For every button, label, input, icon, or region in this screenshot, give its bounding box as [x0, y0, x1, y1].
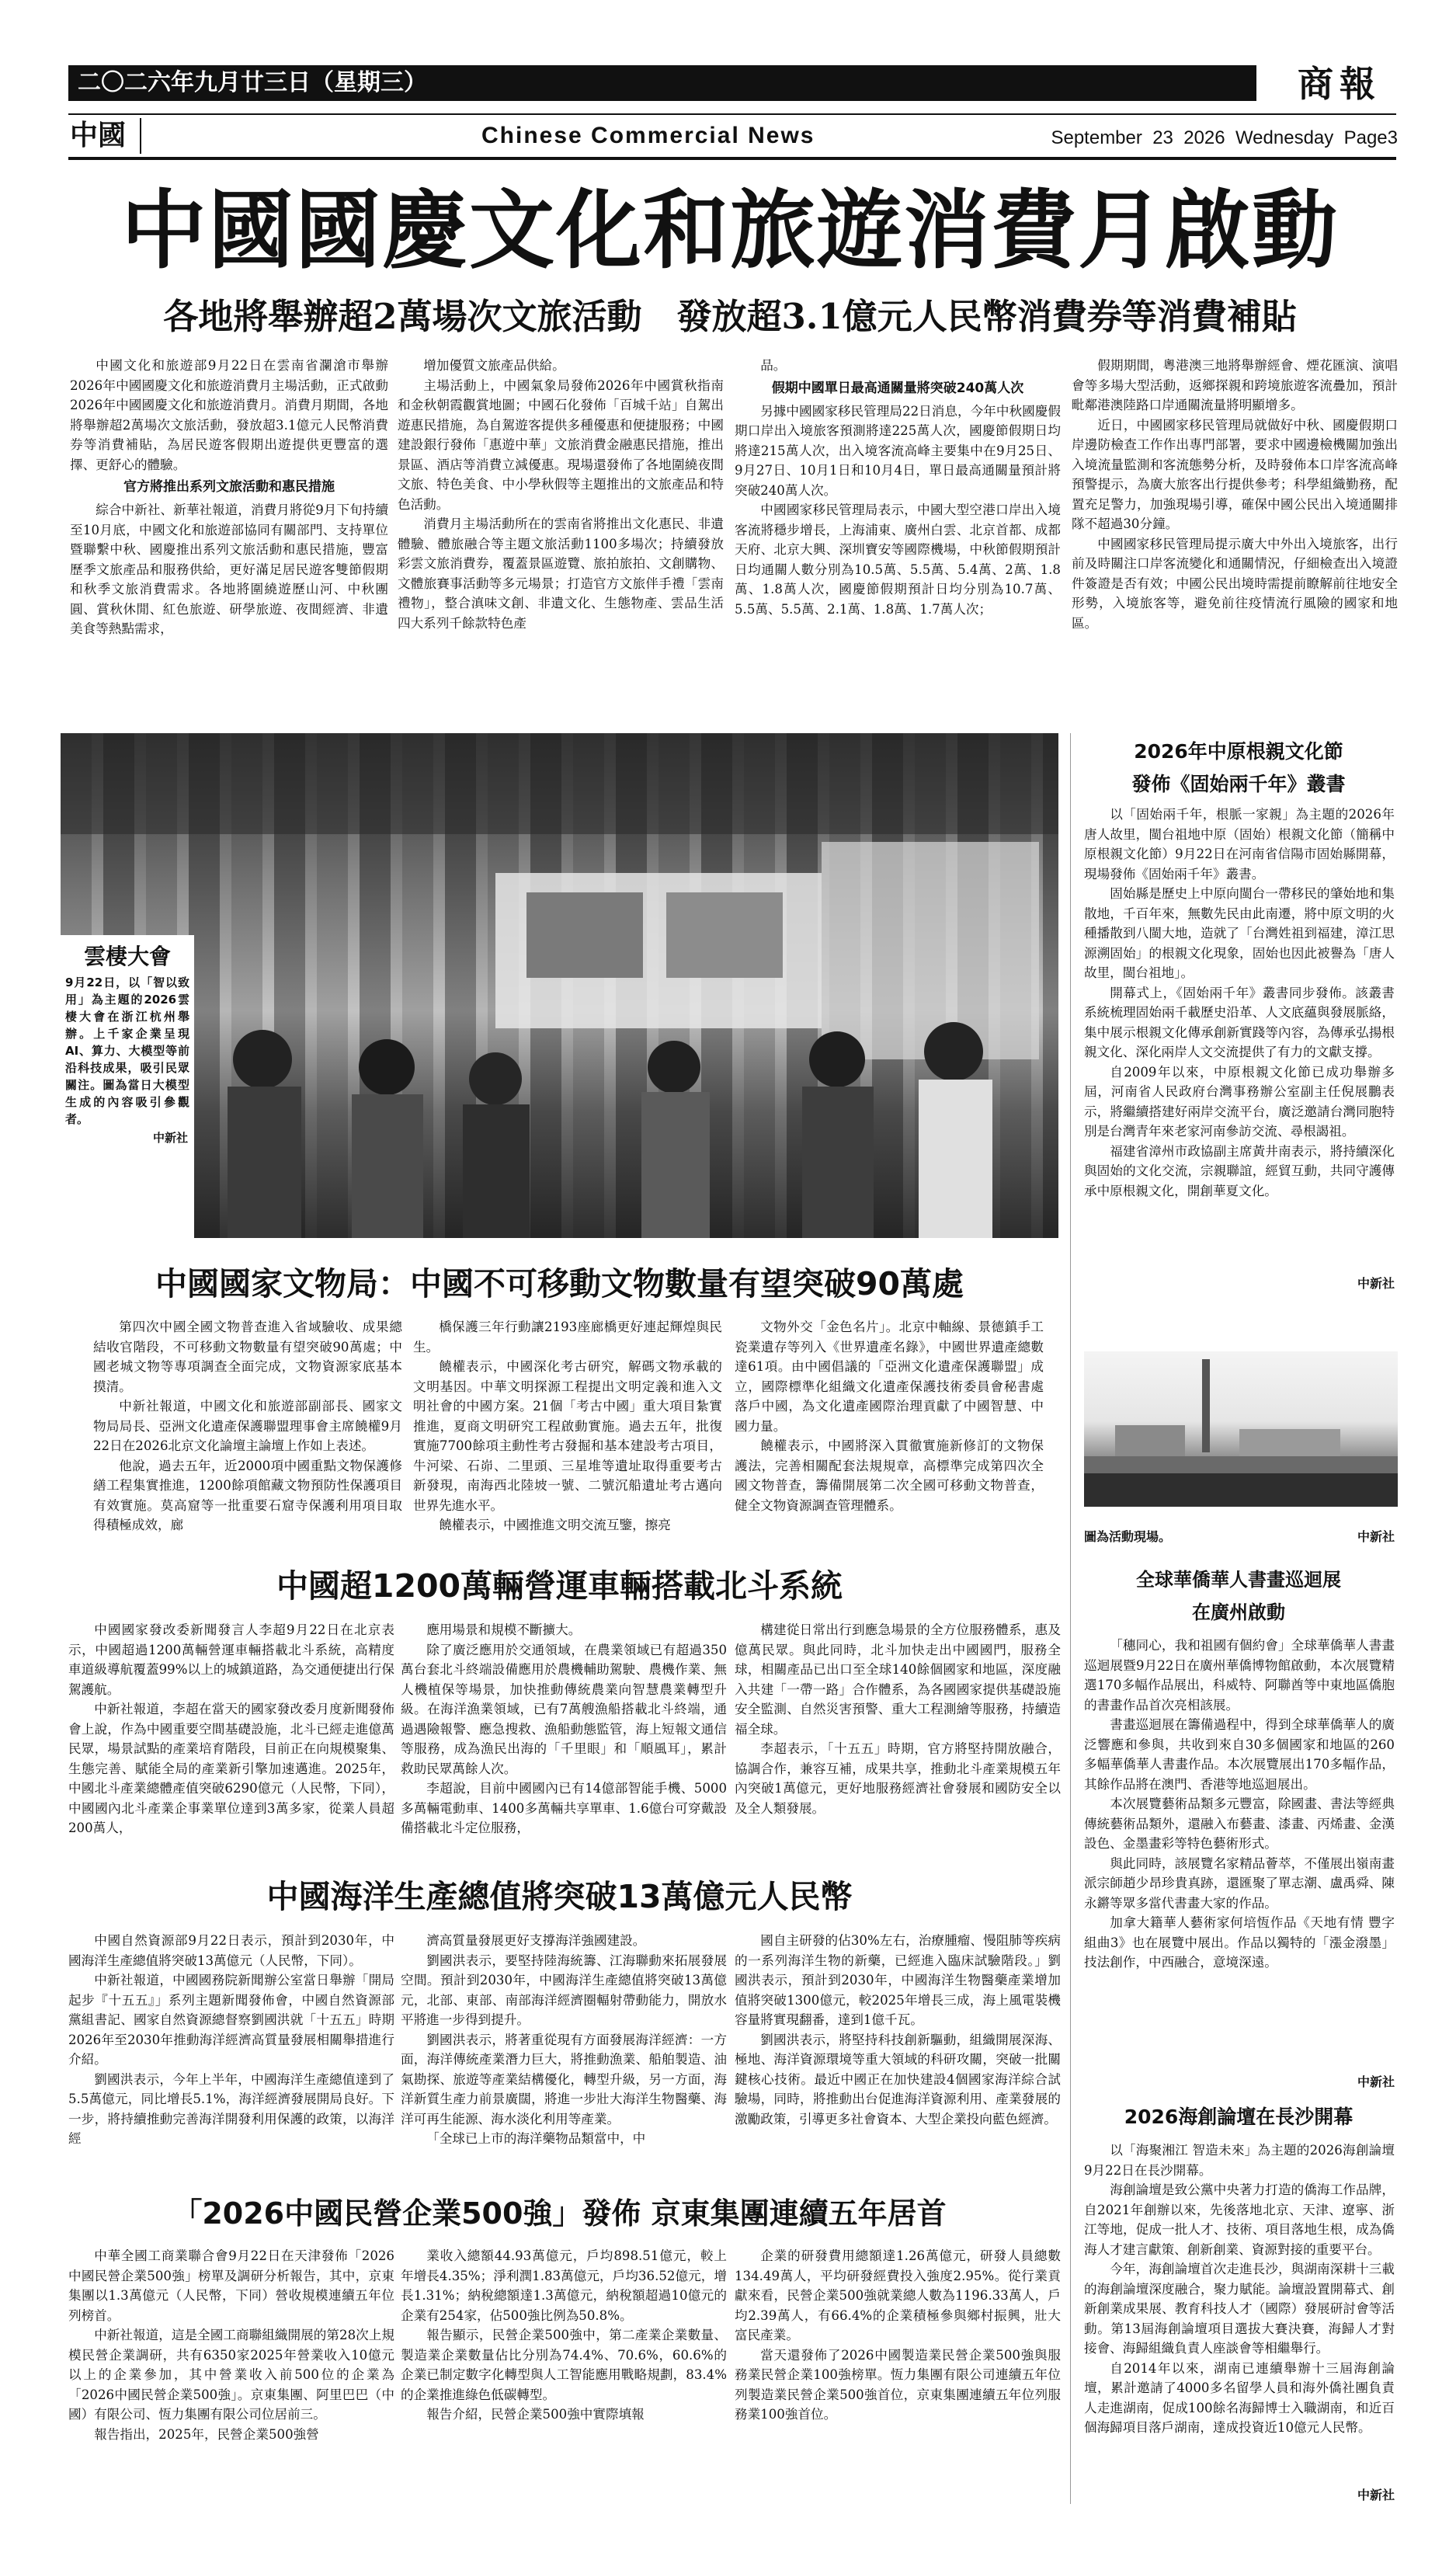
sidebar-divider	[1070, 733, 1071, 2504]
story2-headline: 中國國家文物局：中國不可移動文物數量有望突破90萬處	[155, 1265, 964, 1302]
lead-paragraph: 假期期間，粵港澳三地將舉辦經會、煙花匯演、演唱會等多場大型活動，返鄉探親和跨境旅遊客流疊加，預計毗鄰港澳陸路口岸通關流量將明顯增多。	[1072, 358, 1398, 412]
monument-illustration	[1084, 1351, 1398, 1507]
story2-column-1	[93, 1317, 402, 1558]
story3-paragraph: 李超說，目前中國國內已有14億部智能手機、5000多萬輛電動車、1400多萬輛共享單車、1.6億台可穿戴設備搭載北斗定位服務，	[401, 1781, 727, 1835]
lead-paragraph: 中國國家移民管理局表示，中國大型空港口岸出入境客流將穩步增長，上海浦東、廣州白雲、北京首都、成都天府、北京大興、深圳寶安等國際機場，中秋節假期預計日均通關人數分別為10.5萬、5.5萬、5.4萬、2萬、1.8萬、1.8萬人次，國慶節假期預計日均分別為10.7萬、5.5萬、5.5萬、2.1萬、1.8萬、1.7萬人次；	[735, 503, 1061, 617]
side1-credit: 中新社	[1357, 1276, 1395, 1291]
story2-paragraph: 饒權表示，中國將深入貫徹實施新修訂的文物保護法，完善相關配套法規規章，高標準完成第四次全國文物普查，籌備開展第二次全國可移動文物普查，健全文物資源調查管理體系。	[735, 1438, 1044, 1513]
story4-headline: 中國海洋生產總值將突破13萬億元人民幣	[266, 1878, 853, 1915]
story5-paragraph: 中華全國工商業聯合會9月22日在天津發佈「2026中國民營企業500強」榜單及調研分析報告，其中，京東集團以1.3萬億元（人民幣，下同）營收規模連續五年位列榜首。	[68, 2248, 394, 2323]
side1-photo-caption: 圖為活動現場。	[1084, 1529, 1172, 1544]
story2-column-2	[413, 1317, 722, 1558]
lead-column-3	[735, 356, 1061, 690]
side1-body	[1084, 805, 1395, 1348]
side2-paragraph: 書畫巡迴展在籌備過程中，得到全球華僑華人的廣泛響應和參與，共收到來自30多個國家和地區的260多幅華僑華人書畫作品。本次展覽展出170多幅作品，其餘作品將在澳門、香港等地巡迴展出。	[1084, 1717, 1395, 1792]
story4-paragraph: 中國自然資源部9月22日表示，預計到2030年，中國海洋生產總值將突破13萬億元（人民幣，下同）。	[68, 1933, 394, 1968]
story5-paragraph: 中新社報道，這是全國工商聯組織開展的第28次上規模民營企業調研，共有6350家2025年營業收入10億元以上的企業參加，其中營業收入前500位的企業為「2026中國民營企業500強」。京東集團、阿里巴巴（中國）有限公司、恆力集團有限公司位居前三。	[68, 2328, 394, 2422]
side1-headline-line1: 2026年中原根親文化節	[1134, 740, 1343, 763]
story3-paragraph: 李超表示，「十五五」時期，官方將堅持開放融合，協調合作，兼容互補，成果共享，推動北斗產業規模五年內突破1萬億元，更好地服務經濟社會發展和國防安全以及全人類發展。	[735, 1741, 1061, 1816]
side1-paragraph: 自2009年以來，中原根親文化節已成功舉辦多屆，河南省人民政府台灣事務辦公室副主任倪展鵬表示，將繼續搭建好兩岸交流平台，廣泛邀請台灣同胞特別是台灣青年來老家河南參訪交流、尋根謁祖。	[1084, 1064, 1395, 1139]
story5-paragraph: 當天還發佈了2026中國製造業民營企業500強與服務業民營企業100強榜單。恆力集團有限公司連續五年位列製造業民營企業500強首位，京東集團連續五年位列服務業100強首位。	[735, 2347, 1061, 2422]
story5-paragraph: 企業的研發費用總額達1.26萬億元，研發人員總數134.49萬人，平均研發經費投入強度2.95%。從行業貢獻來看，民營企業500強就業總人數為1196.33萬人，戶均2.39萬人，有66.4%的企業積極參與鄉村振興，壯大富民產業。	[735, 2248, 1061, 2342]
story5-headline: 「2026中國民營企業500強」發佈 京東集團連續五年居首	[172, 2196, 947, 2231]
story3-headline: 中國超1200萬輛營運車輛搭載北斗系統	[276, 1567, 843, 1605]
story5-paragraph: 報告介紹，民營企業500強中實際填報	[426, 2407, 645, 2422]
section-divider	[140, 118, 141, 154]
story2-paragraph: 饒權表示，中國深化考古研究，解碼文物承載的文明基因。中華文明探源工程提出文明定義和進入文明社會的中國方案。21個「考古中國」重大項目紮實推進，夏商文明研究工程啟動實施。過去五年，批復實施7700餘項主動性考古發掘和基本建設考古項目，牛河梁、石峁、二里頭、三星堆等遺址取得重要考古新發現，南海西北陸坡一號、二號沉船遺址考古邁向世界先進水平。	[413, 1359, 722, 1513]
story3-paragraph: 中國國家發改委新聞發言人李超9月22日在北京表示，中國超過1200萬輛營運車輛搭載北斗系統，高精度車道級導航覆蓋99%以上的城鎮道路，為交通便捷出行保駕護航。	[68, 1622, 394, 1697]
yunqi-conference-photo	[61, 733, 1058, 1238]
lead-paragraph: 主場活動上，中國氣象局發佈2026年中國賞秋指南和金秋朝霞觀賞地圖；中國石化發佈「百城千站」自駕出遊惠民措施，為自駕遊客提供多種優惠和便捷服務；中國建設銀行發佈「惠遊中華」文旅消費金融惠民措施，推出景區、酒店等消費立減優惠。現場還發佈了各地圍繞夜間文旅、特色美食、中小學秋假等主題推出的文旅產品和特色活動。	[398, 377, 724, 512]
story2-column-3	[735, 1317, 1044, 1558]
side2-paragraph: 本次展覽藝術品類多元豐富，除國畫、書法等經典傳統藝術品類外，還融入布藝畫、漆畫、丙烯畫、金漢設色、金墨畫彩等特色藝術形式。	[1084, 1796, 1395, 1851]
lead-paragraph: 另據中國國家移民管理局22日消息，今年中秋國慶假期口岸出入境旅客預測將達225萬人次，國慶節假期日均將達215萬人次，出入境客流高峰主要集中在9月25日、9月27日、10月1日和10月4日，單日最高通關量預計將突破240萬人次。	[735, 403, 1061, 498]
story4-paragraph: 劉國洪表示，將著重從現有方面發展海洋經濟：一方面，海洋傳統產業潛力巨大，將推動漁業、船舶製造、油氣勘探、旅遊等產業結構優化，轉型升級，另一方面，海洋新質生產力前景廣闊，將進一步壯大海洋生物醫藥、海洋可再生能源、海水淡化利用等產業。	[401, 2032, 727, 2127]
lead-paragraph: 消費月主場活動所在的雲南省將推出文化惠民、非遺體驗、體旅融合等主題文旅活動1100多場次；持續發放彩雲文旅消費券，覆蓋景區遊覽、旅拍旅拍、文創購物、文體旅賽事活動等多元場景；打造官方文旅伴手禮「雲南禮物」，整合滇味文創、非遺文化、生態物產、雲品生活四大系列千餘款特色產	[398, 516, 724, 631]
story5-column-3	[735, 2246, 1061, 2502]
exhibition-scene-illustration	[61, 733, 1058, 1238]
paper-name: Chinese Commercial News	[481, 123, 815, 148]
story2-paragraph: 他說，過去五年，近2000項中國重點文物保護修繕工程集實推進，1200餘項館藏文物預防性保護項目有效實施。莫高窟等一批重要石窟寺保護利用項目取得積極成效，廊	[93, 1458, 402, 1532]
side3-paragraph: 海創論壇是致公黨中央著力打造的僑海工作品牌，自2021年創辦以來，先後落地北京、天津、遼寧、浙江等地，促成一批人才、技術、項目落地生根，成為僑海人才建言獻策、創新創業、資源對接的重要平台。	[1084, 2182, 1395, 2257]
story3-paragraph: 中新社報道，李超在當天的國家發改委月度新聞發佈會上說，作為中國重要空間基礎設施，北斗已經走進億萬民眾，場景試點的產業培育階段，目前正在向規模聚集、生態完善、賦能全局的產業新引擎加速邁進。2025年，中國北斗產業總體產值突破6290億元（人民幣，下同），中國國內北斗產業企事業單位達到3萬多家，從業人員超200萬人，	[68, 1702, 394, 1835]
side2-credit: 中新社	[1357, 2074, 1395, 2089]
side1-paragraph: 開幕式上，《固始兩千年》叢書同步發佈。該叢書系統梳理固始兩千載歷史沿革、人文底蘊與發展脈絡，集中展示根親文化傳承創新實踐等內容，為傳承弘揚根親文化、深化兩岸人文交流提供了有力的文獻支撐。	[1084, 985, 1395, 1059]
side1-photo-credit: 中新社	[1357, 1529, 1395, 1544]
story5-column-2	[401, 2246, 727, 2502]
lead-subhead-2: 假期中國單日最高通關量將突破240萬人次	[771, 380, 1024, 396]
story4-paragraph: 濟高質量發展更好支撐海洋強國建設。	[426, 1933, 646, 1948]
lead-paragraph: 中國國家移民管理局提示廣大中外出入境旅客，出行前及時關注口岸客流變化和通關情況，仔細檢查出入境證件簽證是否有效；中國公民出境時需提前瞭解前往地安全形勢，入境旅客等，避免前往疫情流行風險的國家和地區。	[1072, 536, 1398, 631]
story4-paragraph: 「全球已上市的海洋藥物品類當中，中	[426, 2131, 646, 2146]
side2-body	[1084, 1636, 1395, 2071]
masthead-rule-bottom	[68, 157, 1396, 160]
side1-headline-line2: 發佈《固始兩千年》叢書	[1131, 773, 1346, 795]
story3-paragraph: 除了廣泛應用於交通領域，在農業領域已有超過350萬台套北斗終端設備應用於農機輔助駕駛、農機作業、無人機植保等場景，加快推動傳統農業向智慧農業轉型升級。在海洋漁業領域，已有7萬艘漁船搭載北斗終端，通過遇險報警、應急搜救、漁船動態監管，海上短報文通信等服務，成為漁民出海的「千里眼」和「順風耳」，累計救助民眾萬餘人次。	[401, 1642, 727, 1776]
story4-paragraph: 劉國洪表示，將堅持科技創新驅動，組織開展深海、極地、海洋資源環境等重大領域的科研攻關，突破一批關鍵核心技術。最近中國正在加快建設4個國家海洋綜合試驗場，同時，將推動出台促進海洋資源利用、產業發展的激勵政策，引導更多社會資本、大型企業投向藍色經濟。	[735, 2032, 1061, 2127]
story4-paragraph: 中新社報道，中國國務院新聞辦公室當日舉辦「開局起步『十五五』」系列主題新聞發佈會，中國自然資源部黨組書記、國家自然資源總督察劉國洪就「十五五」時期2026年至2030年推動海洋經濟高質量發展相關舉措進行介紹。	[68, 1973, 394, 2067]
story4-column-3	[735, 1931, 1061, 2191]
side2-paragraph: 與此同時，該展覽名家精品薈萃，不僅展出嶺南畫派宗師趙少昂珍貴真跡，還匯聚了單志潮、盧禹舜、陳永鏘等眾多當代書畫大家的作品。	[1084, 1855, 1395, 1911]
story5-paragraph: 業收入總額44.93萬億元，戶均898.51億元，較上年增長4.35%；淨利潤1.83萬億元，戶均36.52億元，增長1.31%；納稅總額達1.3萬億元，納稅額超過10億元的企業有254家，佔500強比例為50.8%。	[401, 2248, 727, 2323]
photo-credit: 中新社	[152, 1131, 188, 1145]
story4-paragraph: 劉國洪表示，今年上半年，中國海洋生產總值達到了5.5萬億元，同比增長5.1%，海洋經濟發展開局良好。下一步，將持續推動完善海洋開發利用保護的政策，以海洋經	[68, 2071, 394, 2146]
masthead-date: 二〇二六年九月廿三日（星期三）	[78, 69, 427, 96]
story3-paragraph: 構建從日常出行到應急場景的全方位服務體系，惠及億萬民眾。與此同時，北斗加快走出中國國門，服務全球，相關產品已出口至全球140餘個國家和地區，深度融入共建「一帶一路」合作體系，為各國國家提供基礎設施安全監測、自然災害預警、重大工程測繪等服務，持續造福全球。	[735, 1622, 1061, 1737]
story2-paragraph: 第四次中國全國文物普查進入省域驗收、成果總結收官階段，不可移動文物數量有望突破90萬處；中國老城文物等專項調查全面完成，文物資源家底基本摸清。	[93, 1320, 402, 1394]
masthead-rule-top	[68, 113, 1396, 115]
story3-column-3	[735, 1620, 1061, 1876]
lead-paragraph: 近日，中國國家移民管理局就做好中秋、國慶假期口岸邊防檢查工作作出專門部署，要求中國邊檢機關加強出入境流量監測和客流態勢分析，及時發佈本口岸客流高峰預警提示，為廣大旅客出行提供參考；科學組織勤務，配置充足警力，加強現場引導，確保中國公民出入境通關排隊不超過30分鐘。	[1072, 417, 1398, 531]
side2-headline-line1: 全球華僑華人書畫巡迴展	[1136, 1569, 1341, 1591]
photo-caption-box	[61, 935, 194, 1238]
lead-column-4	[1072, 356, 1398, 690]
side3-body	[1084, 2140, 1395, 2482]
photo-caption: 9月22日，以「智以致用」為主題的2026雲棲大會在浙江杭州舉辦。上千家企業呈現AI、算力、大模型等前沿科技成果，吸引民眾關注。圖為當日大模型生成的內容吸引參觀者。	[65, 975, 189, 1126]
side2-paragraph: 「穗同心，我和祖國有個約會」全球華僑華人書畫巡迴展暨9月22日在廣州華僑博物館啟動，本次展覽精選170多幅作品展出，科威特、阿聯酋等中東地區僑胞的書畫作品首次亮相該展。	[1084, 1638, 1395, 1713]
lead-paragraph: 綜合中新社、新華社報道，消費月將從9月下旬持續至10月底，中國文化和旅遊部協同有關部門、支持單位暨聯繫中秋、國慶推出系列文旅活動和惠民措施，豐富歷季文旅產品和服務供給，更好滿足居民遊客雙節假期和秋季文旅消費需求。各地將圍繞遊歷山河、中秋團圓、賞秋休閒、紅色旅遊、研學旅遊、夜間經濟、非遺美食等熱點需求，	[70, 503, 388, 636]
side1-paragraph: 以「固始兩千年，根脈一家親」為主題的2026年唐人故里，閩台祖地中原（固始）根親文化節（簡稱中原根親文化節）9月22日在河南省信陽市固始縣開幕，現場發佈《固始兩千年》叢書。	[1084, 807, 1395, 882]
story4-column-1	[68, 1931, 394, 2191]
side1-paragraph: 固始縣是歷史上中原向閩台一帶移民的肇始地和集散地，千百年來，無數先民由此南遷，將中原文明的火種播散到八閩大地，造就了「台灣姓祖到福建，漳江思源溯固始」的根親文化現象，固始也因此被譽為「唐人故里，閩台祖地」。	[1084, 886, 1395, 980]
side3-paragraph: 今年，海創論壇首次走進長沙，與湖南深耕十三載的海創論壇深度融合，聚力賦能。論壇設置開幕式、創新創業成果展、教育科技人才（國際）發展研討會等活動。第13屆海創論壇項目選拔大賽決賽，海歸人才對接會、海歸組織負責人座談會等相繼舉行。	[1084, 2262, 1395, 2356]
story2-paragraph: 文物外交「金色名片」。北京中軸線、景德鎮手工瓷業遺存等列入《世界遺產名錄》，中國世界遺產總數達61項。由中國倡議的「亞洲文化遺產保護聯盟」成立，國際標準化組織文化遺產保護技術委員會秘書處落戶中國，為文化遺產國際治理貢獻了中國智慧、中國力量。	[735, 1320, 1044, 1434]
side3-paragraph: 自2014年以來，湖南已連續舉辦十三屆海創論壇，累計邀請了4000多名留學人員和海外僑社團負責人走進湖南，促成100餘名海歸博士入職湖南，和近百個海歸項目落戶湖南，達成投資近10億元人民幣。	[1084, 2360, 1395, 2435]
story4-paragraph: 劉國洪表示，要堅持陸海統籌、江海聯動來拓展發展空間。預計到2030年，中國海洋生產總值將突破13萬億元，北部、東部、南部海洋經濟圈輻射帶動能力，開放水平將進一步得到提升。	[401, 1953, 727, 2027]
story5-paragraph: 報告顯示，民營企業500強中，第二產業企業數量、製造業企業數量佔比分別為74.4%、70.6%，60.6%的企業已制定數字化轉型與人工智能應用戰略規劃，83.4%的企業推進綠色低碳轉型。	[401, 2328, 727, 2402]
lead-subhead-1: 官方將推出系列文旅活動和惠民措施	[123, 479, 335, 495]
side3-paragraph: 以「海聚湘江 智造未來」為主題的2026海創論壇9月22日在長沙開幕。	[1084, 2143, 1395, 2178]
date-english: September 23 2026 Wednesday Page3	[1051, 127, 1398, 148]
section-label: 中國	[70, 120, 127, 151]
side1-event-photo	[1084, 1351, 1398, 1507]
story2-paragraph: 饒權表示，中國推進文明交流互鑒，擦亮	[439, 1518, 671, 1532]
story3-paragraph: 應用場景和規模不斷擴大。	[426, 1622, 582, 1637]
side2-headline-line2: 在廣州啟動	[1192, 1601, 1285, 1623]
story4-column-2	[401, 1931, 727, 2191]
masthead-logo: 商報	[1298, 63, 1381, 105]
side3-headline: 2026海創論壇在長沙開幕	[1124, 2106, 1353, 2128]
lead-column-2	[398, 356, 724, 690]
story3-column-1	[68, 1620, 394, 1876]
story2-paragraph: 中新社報道，中國文化和旅遊部副部長、國家文物局局長、亞洲文化遺產保護聯盟理事會主席饒權9月22日在2026北京文化論壇主論壇上作如上表述。	[93, 1399, 402, 1453]
story5-paragraph: 報告指出，2025年，民營企業500強營	[94, 2426, 319, 2442]
side3-credit: 中新社	[1357, 2488, 1395, 2502]
lead-column-1	[70, 356, 388, 690]
story5-column-1	[68, 2246, 394, 2502]
lead-headline: 中國國慶文化和旅遊消費月啟動	[121, 181, 1339, 280]
photo-title: 雲棲大會	[83, 944, 171, 969]
lead-subhead: 各地將舉辦超2萬場次文旅活動 發放超3.1億元人民幣消費券等消費補貼	[163, 296, 1297, 337]
lead-paragraph: 中國文化和旅遊部9月22日在雲南省瀾滄市舉辦2026年中國國慶文化和旅遊消費月主場活動，正式啟動2026年中國國慶文化和旅遊消費月。消費月期間，各地將舉辦超2萬場次文旅活動，發放超3.1億元人民幣消費券等消費補貼，為居民遊客假期出遊提供更豐富的選擇、更舒心的體驗。	[70, 358, 388, 472]
story2-paragraph: 橋保護三年行動讓2193座廊橋更好連起輝煌與民生。	[413, 1320, 722, 1355]
lead-paragraph: 品。	[760, 358, 787, 373]
lead-paragraph: 增加優質文旅產品供給。	[423, 358, 565, 373]
story4-paragraph: 國自主研發的佔30%左右，治療腫瘤、慢阻肺等疾病的一系列海洋生物的新藥，已經進入臨床試驗階段。」劉國洪表示，預計到2030年，中國海洋生物醫藥產業增加值將突破1300億元，較2025年增長三成，海上風電裝機容量將實現翻番，達到1億千瓦。	[735, 1933, 1061, 2027]
story3-column-2	[401, 1620, 727, 1876]
side2-paragraph: 加拿大籍華人藝術家何培恆作品《天地有情 豐字組曲3》也在展覽中展出。作品以獨特的「漲金潑墨」技法創作，中西融合，意境深遠。	[1084, 1915, 1395, 1970]
side1-paragraph: 福建省漳州市政協副主席黃井南表示，將持續深化與固始的文化交流，宗親聯誼，經貿互動，共同守護傳承中原根親文化，開創華夏文化。	[1084, 1143, 1395, 1198]
